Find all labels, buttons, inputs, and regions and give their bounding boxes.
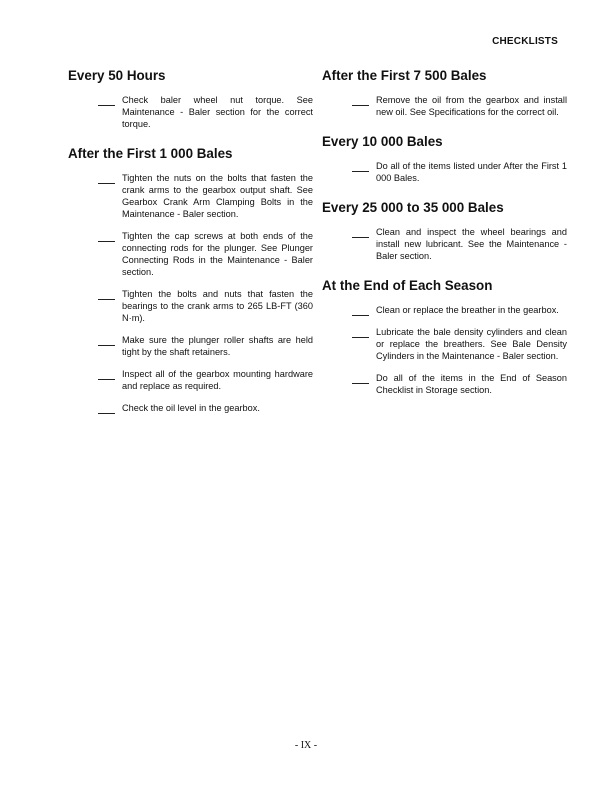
checklist-item-text: Tighten the cap screws at both ends of the connecting rods for the plunger. See Plunger Connecting Rods in the Maintenance - Baler section. [122, 231, 313, 277]
section-title: After the First 7 500 Bales [322, 68, 487, 83]
section-title: Every 10 000 Bales [322, 134, 443, 149]
section-every-10000-bales [322, 134, 567, 184]
checkbox-line [352, 163, 369, 172]
checklist-item [322, 304, 567, 316]
section-title: Every 50 Hours [68, 68, 166, 83]
checklist-item-text: Tighten the bolts and nuts that fasten the bearings to the crank arms to 265 LB-FT (360 N·m). [122, 289, 313, 323]
page-header: CHECKLISTS [492, 36, 558, 47]
checklist-item [68, 94, 313, 130]
checklist-item [68, 230, 313, 278]
checklist-item [322, 226, 567, 262]
checklist-item-text: Clean or replace the breather in the gearbox. [376, 305, 559, 315]
checklist-item-text: Lubricate the bale density cylinders and clean or replace the breathers. See Bale Density Cylinders in the Maintenance - Baler section. [376, 327, 567, 361]
checkbox-line [352, 97, 369, 106]
checkbox-line [352, 375, 369, 384]
checklist-item-text: Do all of the items in the End of Season Checklist in Storage section. [376, 373, 567, 395]
section-title: After the First 1 000 Bales [68, 146, 233, 161]
checkbox-line [98, 233, 115, 242]
left-column [68, 68, 313, 430]
checkbox-line [98, 291, 115, 300]
checklist-item-text: Check the oil level in the gearbox. [122, 403, 260, 413]
checklist-item [322, 160, 567, 184]
checklist-item-text: Make sure the plunger roller shafts are held tight by the shaft retainers. [122, 335, 313, 357]
checkbox-line [98, 175, 115, 184]
checklist-item [322, 94, 567, 118]
checkbox-line [98, 97, 115, 106]
checklist-item [322, 326, 567, 362]
checklist-item-text: Remove the oil from the gearbox and install new oil. See Specifications for the correct oil. [376, 95, 567, 117]
checkbox-line [352, 307, 369, 316]
checkbox-line [352, 229, 369, 238]
section-after-first-1000-bales [68, 146, 313, 414]
checklist-item-text: Check baler wheel nut torque. See Maintenance - Baler section for the correct torque. [122, 95, 313, 129]
checklist-item-text: Tighten the nuts on the bolts that fasten the crank arms to the gearbox output shaft. See Gearbox Crank Arm Clamping Bolts in the Maintenance - Baler section. [122, 173, 313, 219]
checkbox-line [352, 329, 369, 338]
section-every-50-hours [68, 68, 313, 130]
checkbox-line [98, 337, 115, 346]
section-title: At the End of Each Season [322, 278, 493, 293]
checklist-item [68, 368, 313, 392]
right-column [322, 68, 567, 412]
checklist-item [322, 372, 567, 396]
checklist-item [68, 402, 313, 414]
checklist-item-text: Inspect all of the gearbox mounting hardware and replace as required. [122, 369, 313, 391]
checklist-item-text: Do all of the items listed under After the First 1 000 Bales. [376, 161, 567, 183]
section-every-25000-to-35000-bales [322, 200, 567, 262]
checklist-item [68, 288, 313, 324]
checkbox-line [98, 405, 115, 414]
checkbox-line [98, 371, 115, 380]
checklist-item-text: Clean and inspect the wheel bearings and install new lubricant. See the Maintenance - Baler section. [376, 227, 567, 261]
section-after-first-7500-bales [322, 68, 567, 118]
section-end-of-each-season [322, 278, 567, 396]
page-number: - IX - [294, 740, 318, 751]
checklist-item [68, 172, 313, 220]
section-title: Every 25 000 to 35 000 Bales [322, 200, 504, 215]
checklist-item [68, 334, 313, 358]
